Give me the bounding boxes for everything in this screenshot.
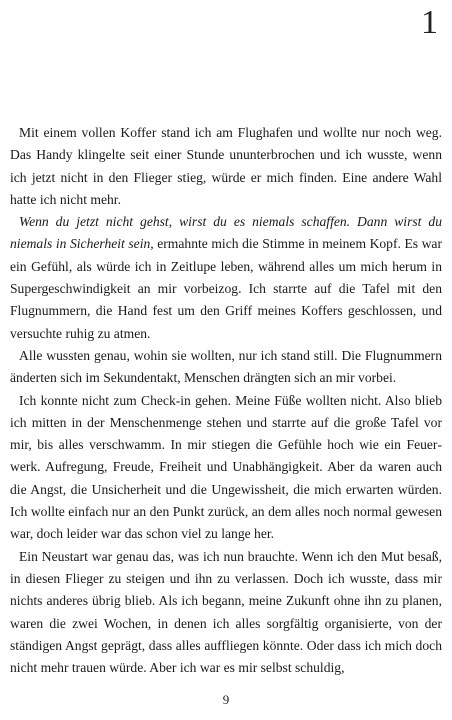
paragraph-text: Mit einem vollen Koffer stand ich am Flughafen und wollte nur noch weg. Das Handy klingelte seit einer Stunde ununterbrochen und ich wusste, wenn ich jetzt nicht in den Flieger stieg, würde er mich finden. Eine andere Wahl hatte ich nicht mehr.	[10, 125, 442, 207]
paragraph-text: Ein Neustart war genau das, was ich nun brauchte. Wenn ich den Mut besaß, in diesen Flieger zu steigen und ihn zu verlassen. Doch ich wusste, dass mir nichts anderes übrig blieb. Als ich begann, meine Zukunft ohne ihn zu planen, waren die zwei Wochen, in denen ich alles sorgfältig organisierte, von der ständigen Angst geprägt, dass alles auffliegen könnte. Oder dass ich mich doch nicht mehr trauen würde. Aber ich war es mir selbst schuldig,	[10, 548, 442, 676]
paragraph-text: ermahnte mich die Stimme in meinem Kopf. Es war ein Gefühl, als würde ich in Zeitlupe leben, während alles um mich herum in Supergeschwindigkeit an mir vorbeizog. Ich starrte auf die Tafel mit den Flugnummern, die Hand fest um den Griff meines Koffers geschlossen, und versuchte ruhig zu atmen.	[10, 236, 442, 341]
page-number: 9	[222, 692, 230, 707]
paragraph	[10, 345, 442, 390]
body-text	[10, 122, 442, 679]
paragraph	[10, 390, 442, 546]
inner-voice-italic-text: Wenn du jetzt nicht gehst, wirst du es niemals schaffen. Dann wirst du niemals in Sicherheit sein,	[10, 214, 442, 252]
paragraph-text: Alle wussten genau, wohin sie wollten, nur ich stand still. Die Flugnummern änderten sich im Sekundentakt, Menschen drängten sich an mir vorbei.	[10, 347, 442, 386]
paragraph	[10, 546, 442, 680]
paragraph-text: Ich konnte nicht zum Check-in gehen. Meine Füße wollten nicht. Also blieb ich mitten in der Menschenmenge stehen und starrte auf die große Tafel vor mir, bis alles verschwamm. In mir stiegen die Gefühle hoch wie ein Feuerwerk. Aufregung, Freude, Freiheit und Unabhängigkeit. Aber da waren auch die Angst, die Unsicherheit und die Ungewissheit, die mich erwarten würden. Ich wollte einfach nur an den Punkt zurück, an dem alles noch normal gewesen war, doch leider war das schon viel zu lange her.	[10, 392, 442, 542]
paragraph	[10, 211, 442, 345]
paragraph	[10, 122, 442, 211]
chapter-number: 1	[421, 4, 438, 41]
